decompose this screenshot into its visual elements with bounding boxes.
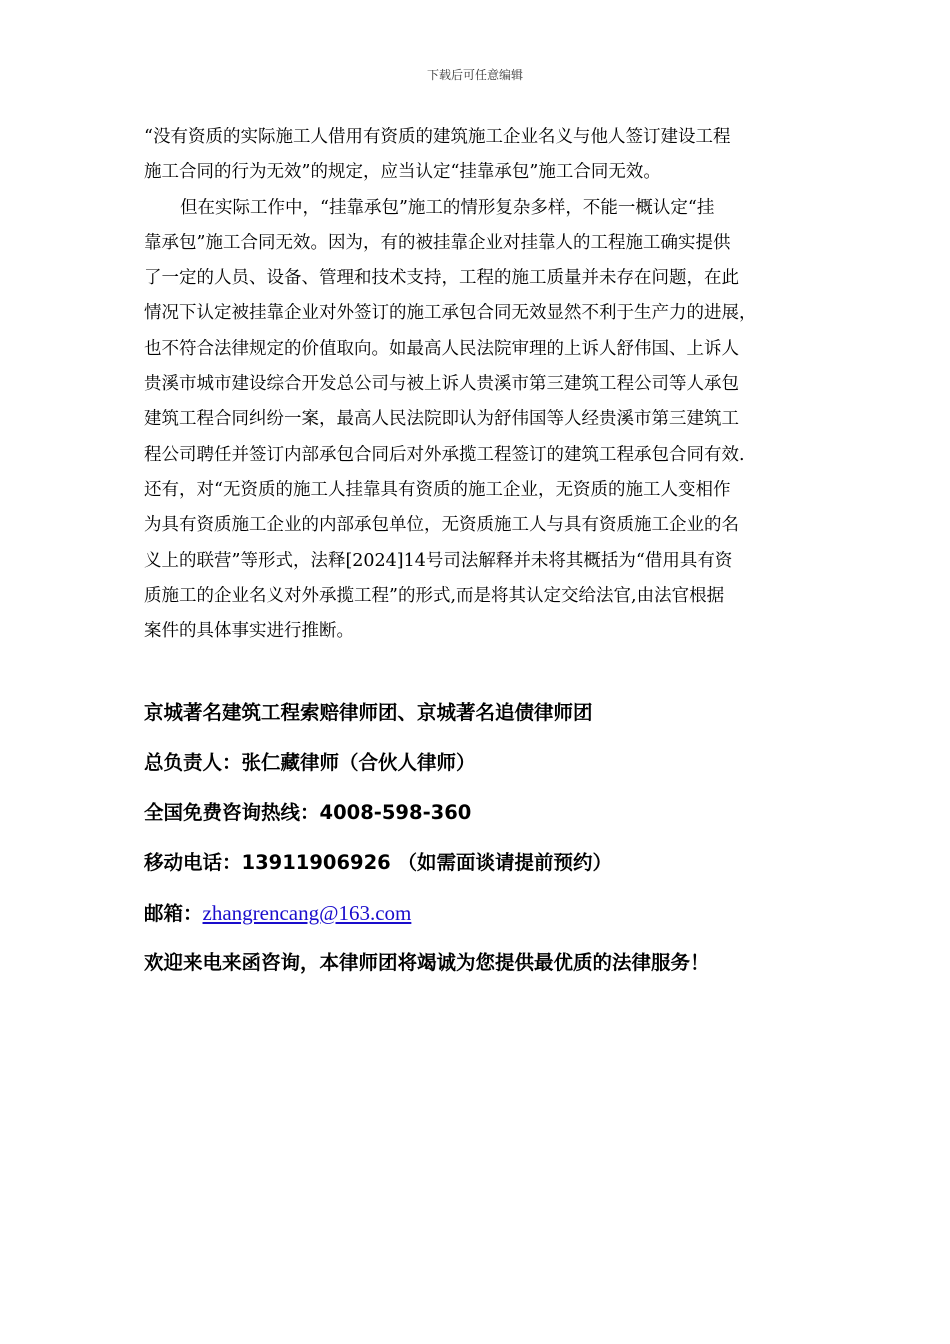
body-line: 程公司聘任并签订内部承包合同后对外承揽工程签订的建筑工程承包合同有效. — [144, 444, 745, 465]
body-line: 了一定的人员、设备、管理和技术支持，工程的施工质量并未存在问题，在此 — [144, 268, 739, 289]
body-line: 靠承包”施工合同无效。因为，有的被挂靠企业对挂靠人的工程施工确实提供 — [144, 232, 731, 253]
body-line: 为具有资质施工企业的内部承包单位，无资质施工人与具有资质施工企业的名 — [144, 515, 739, 536]
leader-line: 总负责人：张仁藏律师（合伙人律师） — [144, 751, 476, 774]
team-name: 京城著名建筑工程索赔律师团、京城著名追债律师团 — [144, 701, 593, 724]
body-line: “没有资质的实际施工人借用有资质的建筑施工企业名义与他人签订建设工程 — [144, 127, 731, 147]
body-line: 但在实际工作中，“挂靠承包”施工的情形复杂多样，不能一概认定“挂 — [180, 197, 715, 218]
welcome-line: 欢迎来电来函咨询，本律师团将竭诚为您提供最优质的法律服务！ — [144, 951, 710, 974]
body-line: 也不符合法律规定的价值取向。如最高人民法院审理的上诉人舒伟国、上诉人 — [144, 338, 739, 359]
body-line: 施工合同的行为无效”的规定，应当认定“挂靠承包”施工合同无效。 — [144, 162, 661, 183]
body-line: 建筑工程合同纠纷一案，最高人民法院即认为舒伟国等人经贵溪市第三建筑工 — [144, 409, 739, 430]
body-line: 情况下认定被挂靠企业对外签订的施工承包合同无效显然不利于生产力的进展， — [144, 303, 757, 324]
contact-block — [144, 688, 824, 988]
body-line: 质施工的企业名义对外承揽工程”的形式,而是将其认定交给法官,由法官根据 — [144, 585, 725, 606]
email-link[interactable]: zhangrencang@163.com — [202, 901, 412, 925]
body-paragraphs — [144, 120, 808, 649]
page-header: 下载后可任意编辑 — [426, 68, 523, 82]
mobile-line: 移动电话：13911906926 （如需面谈请提前预约） — [144, 851, 613, 874]
email-label: 邮箱： — [144, 902, 203, 925]
body-line: 还有，对“无资质的施工人挂靠具有资质的施工企业，无资质的施工人变相作 — [144, 479, 731, 500]
hotline-line: 全国免费咨询热线：4008-598-360 — [144, 801, 472, 824]
body-line: 贵溪市城市建设综合开发总公司与被上诉人贵溪市第三建筑工程公司等人承包 — [144, 374, 739, 395]
body-line: 义上的联营”等形式，法释[2024]14号司法解释并未将其概括为“借用具有资 — [144, 550, 733, 571]
body-line: 案件的具体事实进行推断。 — [144, 621, 354, 642]
email-line — [144, 888, 824, 938]
